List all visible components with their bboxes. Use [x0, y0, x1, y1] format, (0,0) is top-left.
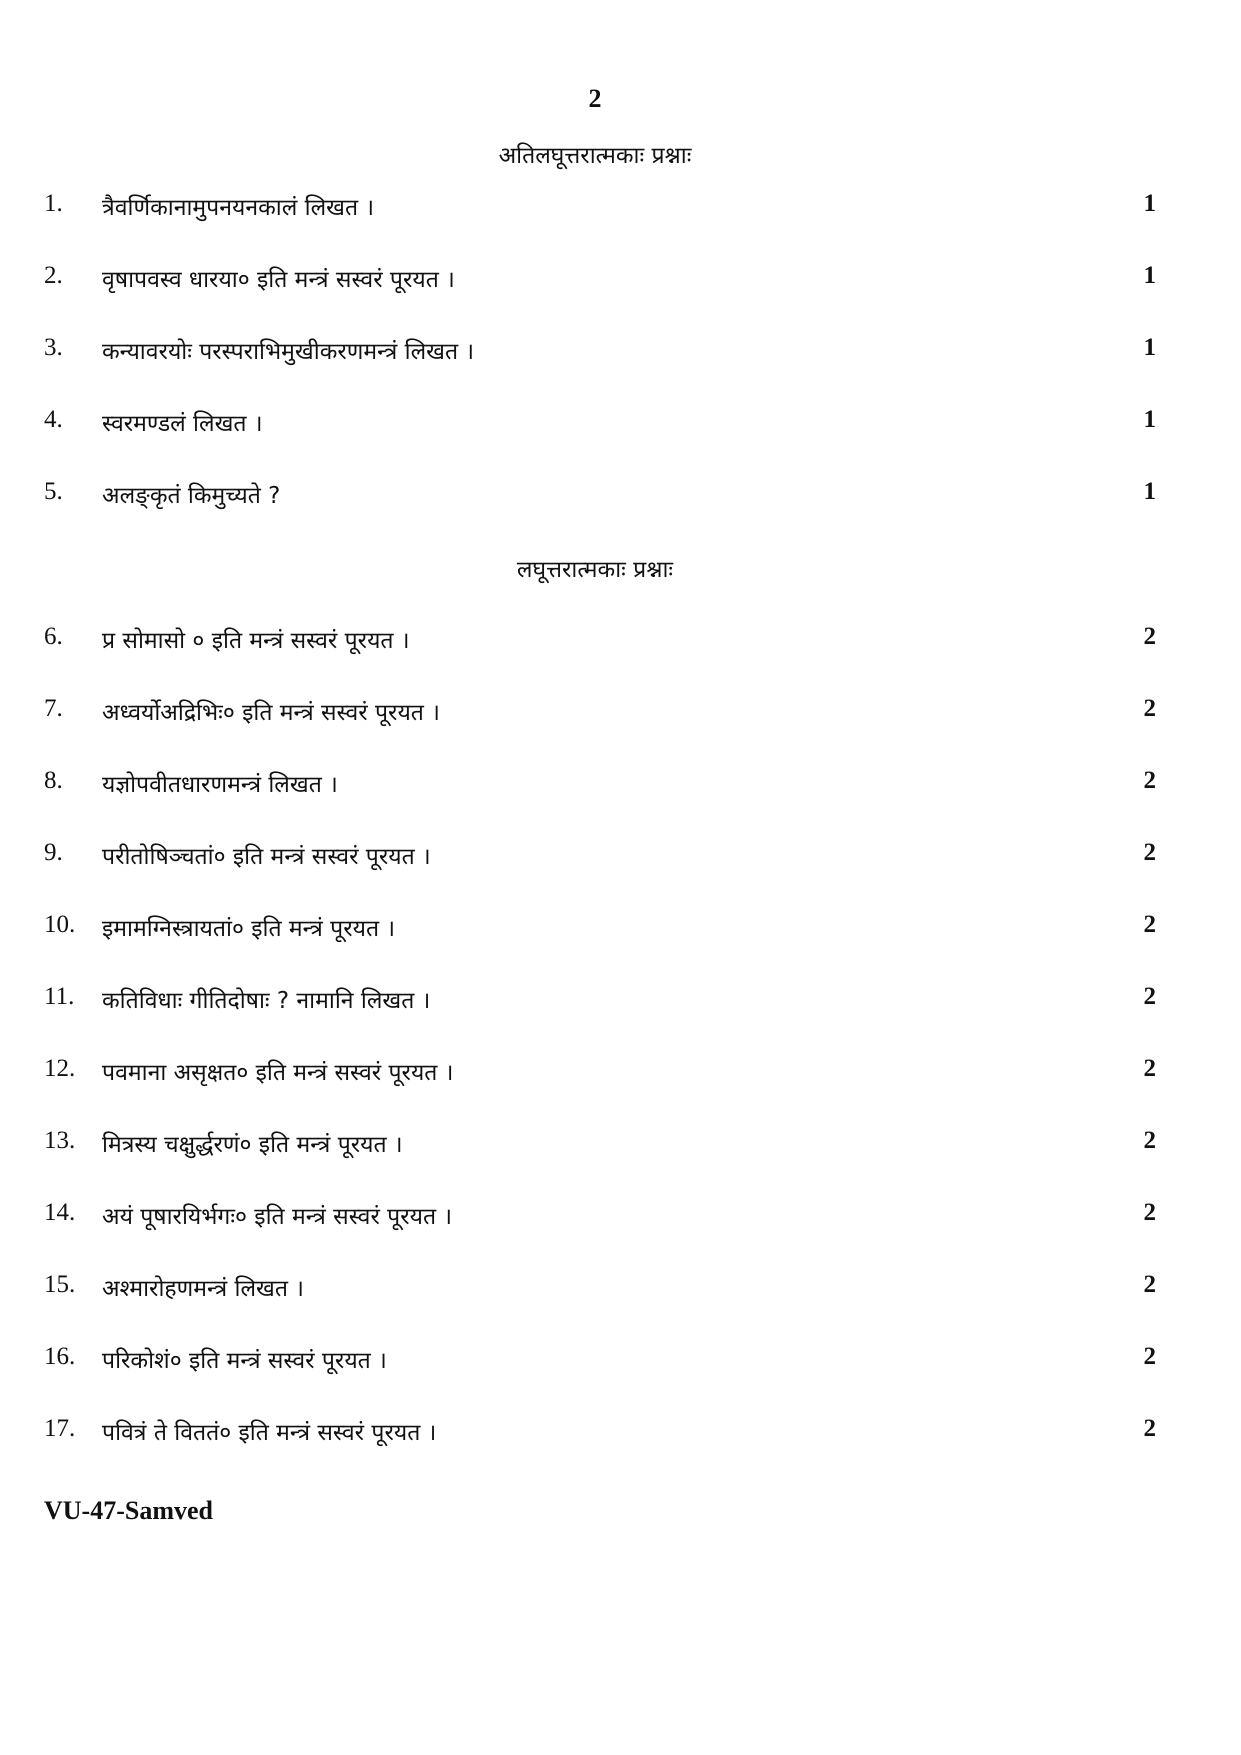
question-text: अयं पूषारयिर्भगः० इति मन्त्रं सस्वरं पूरयत । [102, 1204, 453, 1230]
question-number: 15. [44, 1271, 76, 1298]
question-number: 17. [44, 1415, 76, 1442]
question-text: अध्वर्योअद्रिभिः० इति मन्त्रं सस्वरं पूरयत । [102, 700, 440, 726]
question-marks: 2 [1143, 623, 1156, 650]
question-marks: 1 [1143, 478, 1156, 505]
question-row [44, 623, 1156, 663]
question-number: 7. [44, 695, 63, 722]
question-number: 11. [44, 983, 75, 1010]
question-row [44, 478, 1156, 518]
question-text: पवित्रं ते विततं० इति मन्त्रं सस्वरं पूरयत । [102, 1420, 437, 1446]
question-number: 1. [44, 190, 63, 217]
question-marks: 2 [1143, 1127, 1156, 1154]
question-row [44, 1127, 1156, 1167]
question-row [44, 406, 1156, 446]
footer-code: VU-47-Samved [44, 1496, 213, 1525]
question-text: पवमाना असृक्षत० इति मन्त्रं सस्वरं पूरयत । [102, 1060, 454, 1086]
question-text: वृषापवस्व धारया० इति मन्त्रं सस्वरं पूरयत । [102, 267, 455, 293]
question-row [44, 767, 1156, 807]
question-number: 6. [44, 623, 63, 650]
question-row [44, 1271, 1156, 1311]
question-marks: 2 [1143, 983, 1156, 1010]
question-text: यज्ञोपवीतधारणमन्त्रं लिखत । [102, 772, 338, 798]
question-text: कन्यावरयोः परस्पराभिमुखीकरणमन्त्रं लिखत । [102, 339, 475, 365]
question-text: परिकोशं० इति मन्त्रं सस्वरं पूरयत । [102, 1348, 387, 1374]
question-row [44, 334, 1156, 374]
question-text: अश्मारोहणमन्त्रं लिखत । [102, 1276, 305, 1302]
question-row [44, 839, 1156, 879]
question-text: मित्रस्य चक्षुर्द्धरणं० इति मन्त्रं पूरयत । [102, 1132, 403, 1158]
question-marks: 2 [1143, 1055, 1156, 1082]
question-number: 14. [44, 1199, 76, 1226]
question-number: 4. [44, 406, 63, 433]
question-text: त्रैवर्णिकानामुपनयनकालं लिखत । [102, 195, 375, 221]
question-marks: 2 [1143, 1343, 1156, 1370]
question-text: प्र सोमासो ० इति मन्त्रं सस्वरं पूरयत । [102, 628, 410, 654]
question-marks: 1 [1143, 190, 1156, 217]
question-row [44, 1343, 1156, 1383]
question-number: 8. [44, 767, 63, 794]
question-marks: 1 [1143, 262, 1156, 289]
question-row [44, 1415, 1156, 1455]
question-text: स्वरमण्डलं लिखत । [102, 411, 263, 437]
question-row [44, 1199, 1156, 1239]
question-marks: 2 [1143, 695, 1156, 722]
question-marks: 1 [1143, 334, 1156, 361]
question-number: 13. [44, 1127, 76, 1154]
question-text: परीतोषिञ्चतां० इति मन्त्रं सस्वरं पूरयत । [102, 844, 431, 870]
question-row [44, 695, 1156, 735]
question-marks: 2 [1143, 911, 1156, 938]
question-number: 16. [44, 1343, 76, 1370]
question-row [44, 1055, 1156, 1095]
section-heading-short: लघूत्तरात्मकाः प्रश्नाः [516, 557, 674, 583]
question-number: 9. [44, 839, 63, 866]
question-marks: 1 [1143, 406, 1156, 433]
question-number: 2. [44, 262, 63, 289]
question-row [44, 983, 1156, 1023]
question-marks: 2 [1143, 1271, 1156, 1298]
page-number: 2 [588, 84, 602, 113]
question-number: 5. [44, 478, 63, 505]
question-marks: 2 [1143, 767, 1156, 794]
question-row [44, 262, 1156, 302]
question-marks: 2 [1143, 1415, 1156, 1442]
question-text: कतिविधाः गीतिदोषाः ? नामानि लिखत । [102, 988, 431, 1014]
question-marks: 2 [1143, 1199, 1156, 1226]
section-heading-very-short: अतिलघूत्तरात्मकाः प्रश्नाः [498, 143, 692, 169]
question-text: इमामग्निस्त्रायतां० इति मन्त्रं पूरयत । [102, 916, 396, 942]
question-row [44, 911, 1156, 951]
question-row [44, 190, 1156, 230]
question-number: 3. [44, 334, 63, 361]
question-number: 12. [44, 1055, 76, 1082]
question-number: 10. [44, 911, 76, 938]
question-marks: 2 [1143, 839, 1156, 866]
question-text: अलङ्कृतं किमुच्यते ? [102, 483, 281, 509]
